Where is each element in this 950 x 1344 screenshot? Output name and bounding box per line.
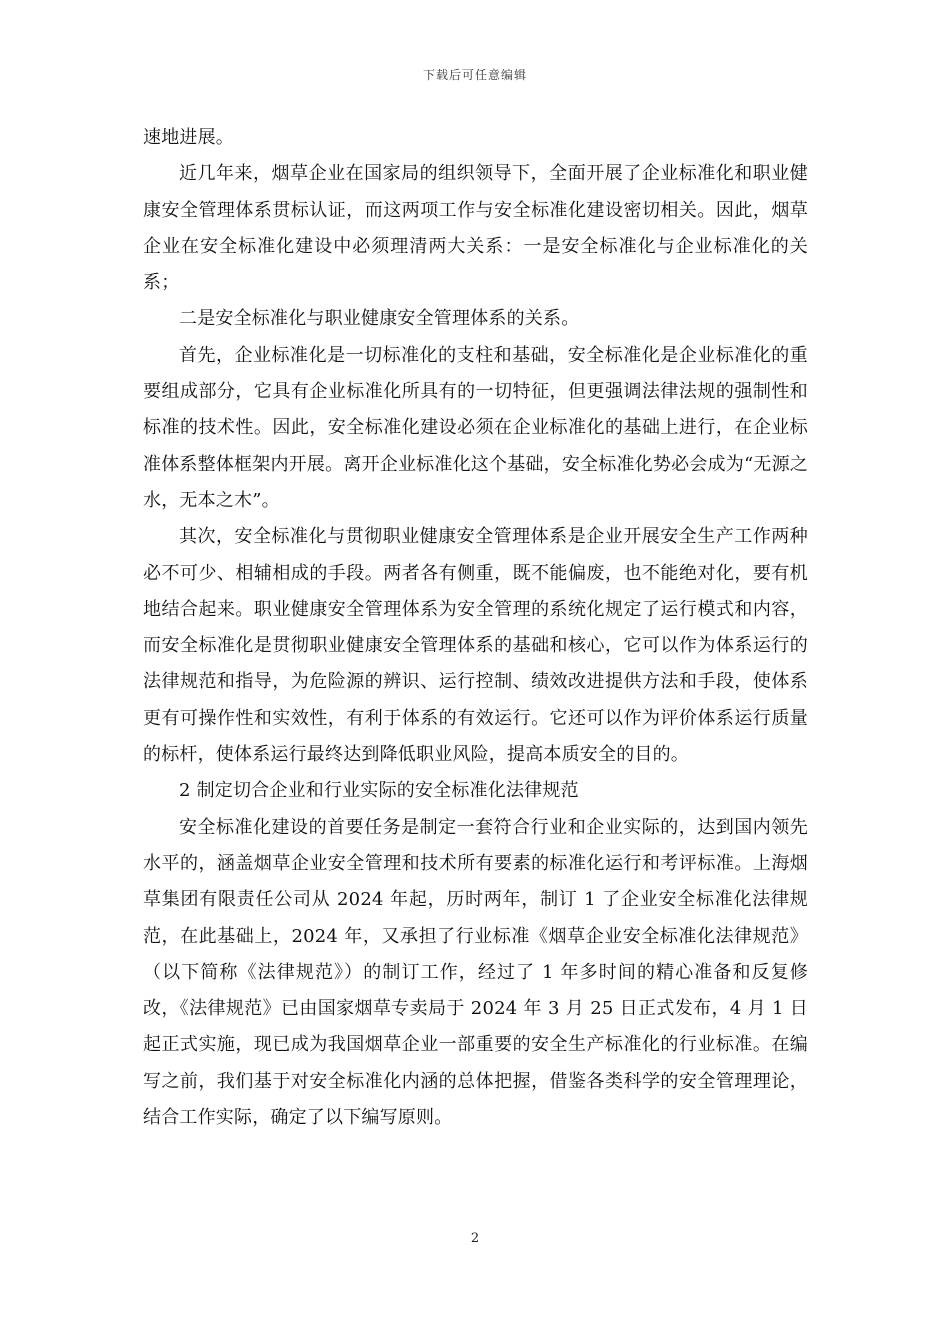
page-header: 下载后可任意编辑 (422, 68, 527, 82)
document-body (143, 120, 808, 1136)
paragraph: 首先，企业标准化是一切标准化的支柱和基础，安全标准化是企业标准化的重要组成部分，它具有企业标准化所具有的一切特征，但更强调法律法规的强制性和标准的技术性。因此，安全标准化建设必须在企业标准化的基础上进行，在企业标准体系整体框架内开展。离开企业标准化这个基础，安全标准化势必会成为“无源之水，无本之木”。 (143, 344, 808, 511)
section-heading: 2 制定切合企业和行业实际的安全标准化法律规范 (179, 780, 579, 802)
paragraph: 安全标准化建设的首要任务是制定一套符合行业和企业实际的，达到国内领先水平的，涵盖烟草企业安全管理和技术所有要素的标准化运行和考评标准。上海烟草集团有限责任公司从 2024 年起，历时两年，制订 1 了企业安全标准化法律规范，在此基础上，2024 年，又承担了行业标准《烟草企业安全标准化法律规范》（以下简称《法律规范》）的制订工作，经过了 1 年多时间的精心准备和反复修改，《法律规范》已由国家烟草专卖局于 2024 年 3 月 25 日正式发布，4 月 1 日起正式实施，现已成为我国烟草企业一部重要的安全生产标准化的行业标准。在编写之前，我们基于对安全标准化内涵的总体把握，借鉴各类科学的安全管理理论，结合工作实际，确定了以下编写原则。 (143, 816, 808, 1129)
paragraph: 其次，安全标准化与贯彻职业健康安全管理体系是企业开展安全生产工作两种必不可少、相辅相成的手段。两者各有侧重，既不能偏废，也不能绝对化，要有机地结合起来。职业健康安全管理体系为安全管理的系统化规定了运行模式和内容，而安全标准化是贯彻职业健康安全管理体系的基础和核心，它可以作为体系运行的法律规范和指导，为危险源的辨识、运行控制、绩效改进提供方法和手段，使体系更有可操作性和实效性，有利于体系的有效运行。它还可以作为评价体系运行质量的标杆，使体系运行最终达到降低职业风险，提高本质安全的目的。 (143, 526, 808, 766)
page-number: 2 (470, 1231, 480, 1246)
paragraph: 近几年来，烟草企业在国家局的组织领导下，全面开展了企业标准化和职业健康安全管理体系贯标认证，而这两项工作与安全标准化建设密切相关。因此，烟草企业在安全标准化建设中必须理清两大关系：一是安全标准化与企业标准化的关系； (143, 163, 808, 294)
paragraph: 速地进展。 (143, 127, 234, 148)
paragraph: 二是安全标准化与职业健康安全管理体系的关系。 (179, 308, 580, 330)
